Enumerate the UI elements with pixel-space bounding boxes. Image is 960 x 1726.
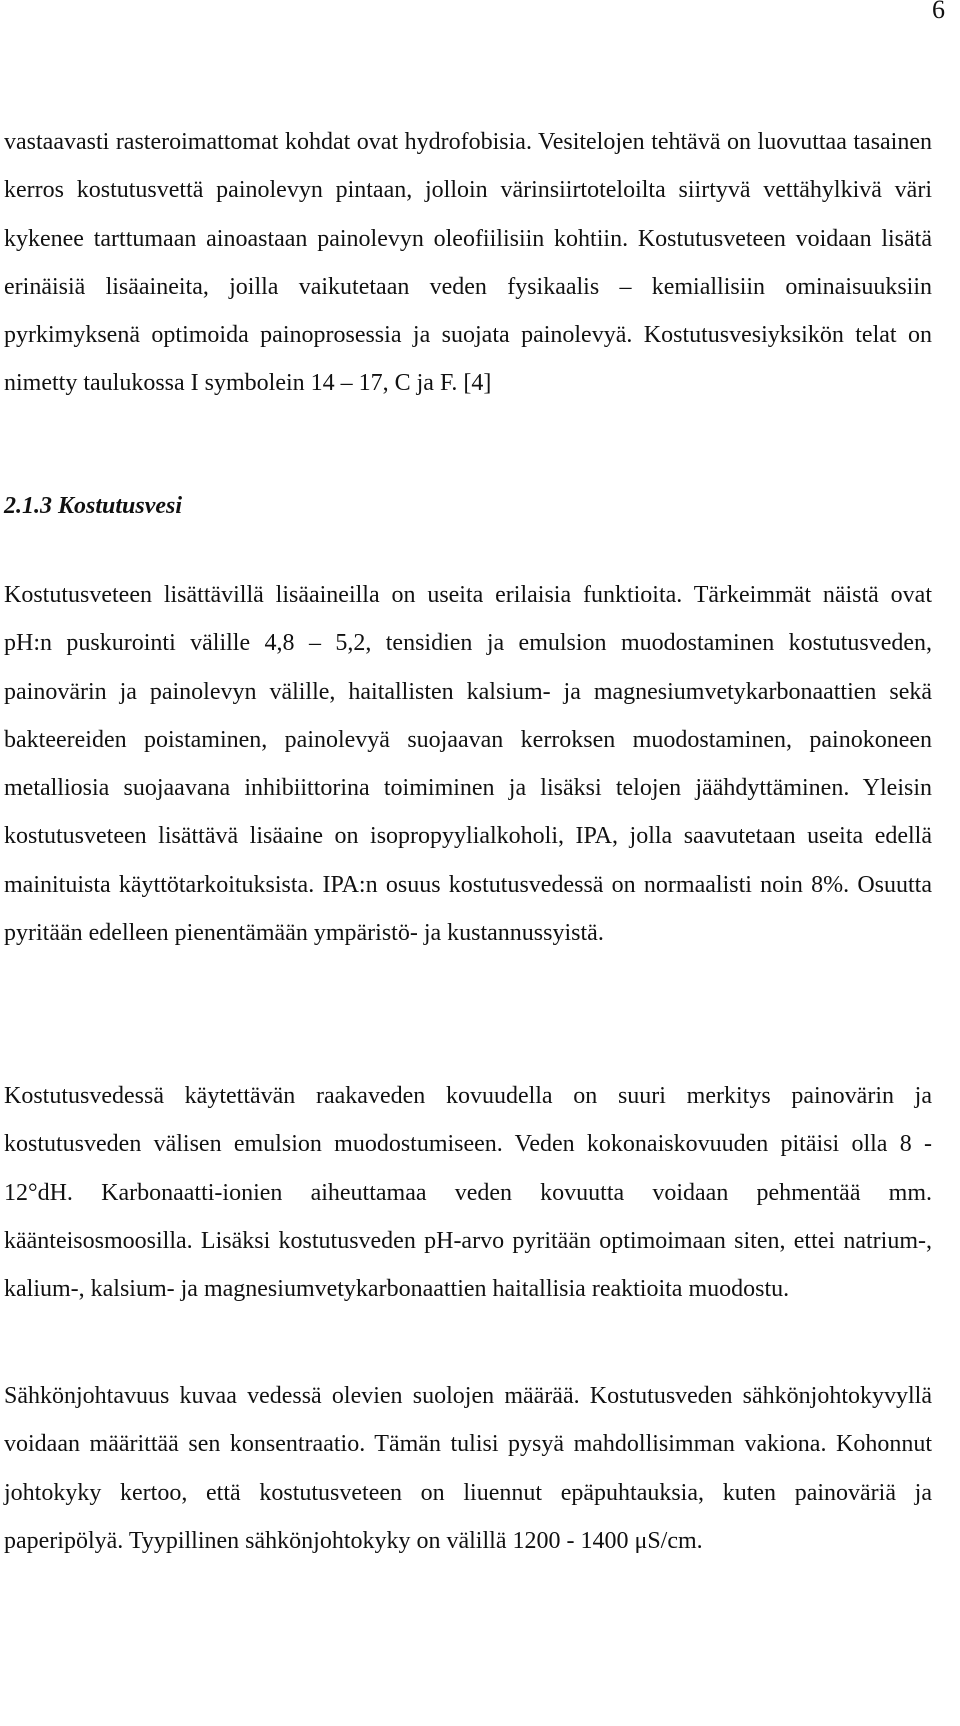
paragraph-conductivity: Sähkönjohtavuus kuvaa vedessä olevien suolojen määrää. Kostutusveden sähkönjohtokyvyllä voidaan määrittää sen konsentraatio. Tämän tulisi pysyä mahdollisimman vakiona. Kohonnut johtokyky kertoo, että kostutusveteen on liuennut epäpuhtauksia, kuten painoväriä ja paperipölyä. Tyypillinen sähkönjohtokyky on välillä 1200 - 1400 μS/cm.	[4, 1383, 932, 1554]
paragraph-additive-functions: Kostutusveteen lisättävillä lisäaineilla on useita erilaisia funktioita. Tärkeimmät näistä ovat pH:n puskurointi välille 4,8 – 5,2, tensidien ja emulsion muodostaminen kostutusveden, painovärin ja painolevyn välille, haitallisten kalsium- ja magnesiumvetykarbonaattien sekä bakteereiden poistaminen, painolevyä suojaavan kerroksen muodostaminen, painokoneen metalliosia suojaavana inhibiittorina toimiminen ja lisäksi telojen jäähdyttäminen. Yleisin kostutusveteen lisättävä lisäaine on isopropyylialkoholi, IPA, jolla saavutetaan useita edellä mainituista käyttötarkoituksista. IPA:n osuus kostutusvedessä on normaalisti noin 8%. Osuutta pyritään edelleen pienentämään ympäristö- ja kustannussyistä.	[4, 582, 932, 947]
section-heading-kostutusvesi: 2.1.3 Kostutusvesi	[4, 493, 183, 519]
paragraph-water-hardness: Kostutusvedessä käytettävän raakaveden kovuudella on suuri merkitys painovärin ja kostutusveden välisen emulsion muodostumiseen. Veden kokonaiskovuuden pitäisi olla 8 - 12°dH. Karbonaatti-ionien aiheuttamaa veden kovuutta voidaan pehmentää mm. käänteisosmoosilla. Lisäksi kostutusveden pH-arvo pyritään optimoimaan siten, ettei natrium-, kalium-, kalsium- ja magnesiumvetykarbonaattien haitallisia reaktioita muodostu.	[4, 1083, 932, 1303]
paragraph-hydrophobic-areas: vastaavasti rasteroimattomat kohdat ovat hydrofobisia. Vesitelojen tehtävä on luovuttaa tasainen kerros kostutusvettä painolevyn pintaan, jolloin värinsiirtoteloilta siirtyvä vettähylkivä väri kykenee tarttumaan ainoastaan painolevyn oleofiilisiin kohtiin. Kostutusveteen voidaan lisätä erinäisiä lisäaineita, joilla vaikutetaan veden fysikaalis – kemiallisiin ominaisuuksiin pyrkimyksenä optimoida painoprosessia ja suojata painolevyä. Kostutusvesiyksikön telat on nimetty taulukossa I symbolein 14 – 17, C ja F. [4]	[4, 129, 932, 397]
page-number: 6	[932, 0, 945, 24]
